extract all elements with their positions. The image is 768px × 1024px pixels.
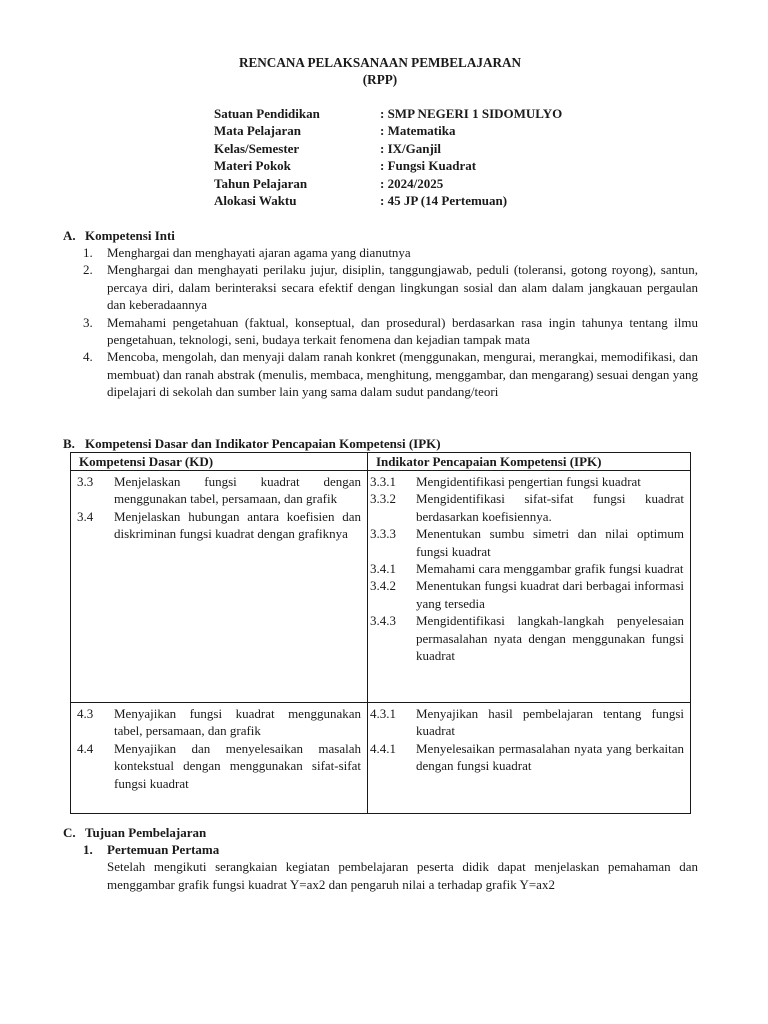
ipk-cell — [368, 703, 691, 814]
ipk-text: Menentukan sumbu simetri dan nilai optimum fungsi kuadrat — [416, 526, 684, 559]
ipk-text: Mengidentifikasi langkah-langkah penyelesaian permasalahan nyata dengan menggunakan fungsi kuadrat — [416, 613, 684, 664]
section-title: Kompetensi Inti — [85, 228, 175, 243]
meta-row — [214, 122, 562, 139]
kd-cell — [71, 703, 368, 814]
kd-text: Menjelaskan fungsi kuadrat dengan menggunakan tabel, persamaan, dan grafik — [114, 474, 361, 507]
list-item-text: Mencoba, mengolah, dan menyaji dalam ranah konkret (menggunakan, mengurai, merangkai, memodifikasi, dan membuat) dan ranah abstrak (menulis, membaca, menghitung, menggambar, dan mengarang) sesuai dengan yang dipelajari di sekolah dan sumber lain yang sama dalam sudut pandang/teori — [107, 349, 698, 400]
list-item-text: Menghargai dan menghayati ajaran agama yang dianutnya — [107, 245, 411, 260]
kompetensi-inti-list — [83, 244, 698, 401]
kd-number: 3.3 — [77, 474, 94, 489]
tujuan-list — [83, 841, 698, 893]
column-header-ipk: Indikator Pencapaian Kompetensi (IPK) — [368, 453, 691, 471]
ipk-cell — [368, 471, 691, 703]
ipk-entry — [370, 490, 684, 525]
ipk-entry — [370, 577, 684, 612]
kd-number: 4.3 — [77, 706, 94, 721]
list-item-text: Memahami pengetahuan (faktual, konseptual, dan prosedural) berdasarkan rasa ingin tahunya tentang ilmu pengetahuan, teknologi, seni, budaya terkait fenomena dan kejadian tampak mata — [107, 314, 698, 348]
document-title: RENCANA PELAKSANAAN PEMBELAJARAN — [238, 55, 522, 70]
list-item — [83, 244, 698, 261]
meta-label: Satuan Pendidikan — [214, 106, 320, 121]
ipk-number: 3.3.1 — [370, 474, 396, 489]
ipk-number: 3.3.2 — [370, 491, 396, 507]
ipk-text: Mengidentifikasi pengertian fungsi kuadrat — [416, 474, 641, 489]
tujuan-item-number: 1. — [83, 842, 93, 857]
meta-label: Materi Pokok — [214, 158, 291, 174]
ipk-entry — [370, 525, 684, 560]
ipk-number: 3.4.1 — [370, 561, 396, 577]
meta-value: : Matematika — [380, 123, 456, 139]
section-title: Kompetensi Dasar dan Indikator Pencapaian Kompetensi (IPK) — [85, 436, 441, 451]
tujuan-item-title: Pertemuan Pertama — [107, 842, 220, 857]
section-c-heading — [63, 824, 206, 841]
section-letter: A. — [63, 228, 76, 243]
list-item-number: 4. — [83, 349, 93, 365]
meta-value: : Fungsi Kuadrat — [380, 158, 477, 174]
kd-entry — [77, 473, 361, 508]
ipk-number: 3.4.2 — [370, 578, 396, 594]
meta-value: : SMP NEGERI 1 SIDOMULYO — [380, 106, 563, 121]
ipk-entry — [370, 612, 684, 664]
meta-row — [214, 175, 562, 192]
ipk-text: Menyelesaikan permasalahan nyata yang berkaitan dengan fungsi kuadrat — [416, 740, 684, 774]
meta-row — [214, 192, 562, 209]
meta-value: : 2024/2025 — [380, 175, 444, 191]
ipk-entry — [370, 740, 684, 775]
table-header-row — [71, 453, 691, 471]
section-title: Tujuan Pembelajaran — [85, 825, 207, 840]
ipk-number: 4.3.1 — [370, 706, 396, 721]
kd-number: 4.4 — [77, 740, 94, 756]
meta-value: : 45 JP (14 Pertemuan) — [380, 192, 508, 208]
kd-entry — [77, 705, 361, 740]
table-row — [71, 471, 691, 703]
ipk-entry — [370, 705, 684, 740]
ipk-entry — [370, 473, 684, 490]
kd-entry — [77, 740, 361, 792]
section-b-heading — [63, 435, 441, 452]
ipk-text: Menentukan fungsi kuadrat dari berbagai informasi yang tersedia — [416, 578, 684, 611]
list-item-number: 3. — [83, 314, 93, 330]
kd-text: Menyajikan fungsi kuadrat menggunakan tabel, persamaan, dan grafik — [114, 706, 361, 739]
meta-label: Tahun Pelajaran — [214, 175, 308, 191]
ipk-number: 3.3.3 — [370, 526, 396, 542]
list-item-text: Menghargai dan menghayati perilaku jujur, disiplin, tanggungjawab, peduli (toleransi, gotong royong), santun, percaya diri, dalam berinteraksi secara efektif dengan lingkungan sosial dan alam dalam jangkauan pergaulan dan keberadaannya — [107, 262, 698, 313]
ipk-text: Menyajikan hasil pembelajaran tentang fungsi kuadrat — [416, 706, 684, 739]
table-row — [71, 703, 691, 814]
ipk-entry — [370, 560, 684, 577]
tujuan-item-text: Setelah mengikuti serangkaian kegiatan pembelajaran peserta didik dapat menjelaskan pemahaman dan menggambar grafik fungsi kuadrat Y=ax2 dan pengaruh nilai a terhadap grafik Y=ax2 — [107, 859, 698, 892]
column-header-kd: Kompetensi Dasar (KD) — [71, 453, 368, 471]
kd-text: Menyajikan dan menyelesaikan masalah kontekstual dengan menggunakan sifat-sifat fungsi kuadrat — [114, 740, 361, 791]
tujuan-item-heading — [83, 841, 698, 858]
list-item-number: 1. — [83, 245, 93, 260]
kd-number: 3.4 — [77, 508, 94, 524]
list-item — [83, 261, 698, 313]
meta-value: : IX/Ganjil — [380, 140, 442, 156]
kd-cell — [71, 471, 368, 703]
ipk-number: 3.4.3 — [370, 613, 396, 629]
meta-label: Mata Pelajaran — [214, 123, 302, 139]
kd-entry — [77, 508, 361, 543]
meta-row — [214, 140, 562, 157]
list-item — [83, 314, 698, 349]
meta-label: Kelas/Semester — [214, 140, 300, 156]
ipk-number: 4.4.1 — [370, 740, 396, 756]
kd-text: Menjelaskan hubungan antara koefisien dan diskriminan fungsi kuadrat dengan grafiknya — [114, 508, 361, 542]
ipk-text: Memahami cara menggambar grafik fungsi kuadrat — [416, 561, 684, 577]
section-a-heading — [63, 227, 175, 244]
list-item-number: 2. — [83, 262, 93, 278]
section-letter: B. — [63, 436, 75, 451]
meta-row — [214, 157, 562, 174]
meta-row — [214, 105, 562, 122]
kd-ipk-table — [70, 452, 691, 814]
list-item — [83, 348, 698, 400]
section-letter: C. — [63, 825, 76, 840]
meta-label: Alokasi Waktu — [214, 192, 297, 208]
document-subtitle: (RPP) — [362, 72, 398, 87]
identity-block — [214, 105, 562, 209]
ipk-text: Mengidentifikasi sifat-sifat fungsi kuadrat berdasarkan koefisiennya. — [416, 491, 684, 524]
